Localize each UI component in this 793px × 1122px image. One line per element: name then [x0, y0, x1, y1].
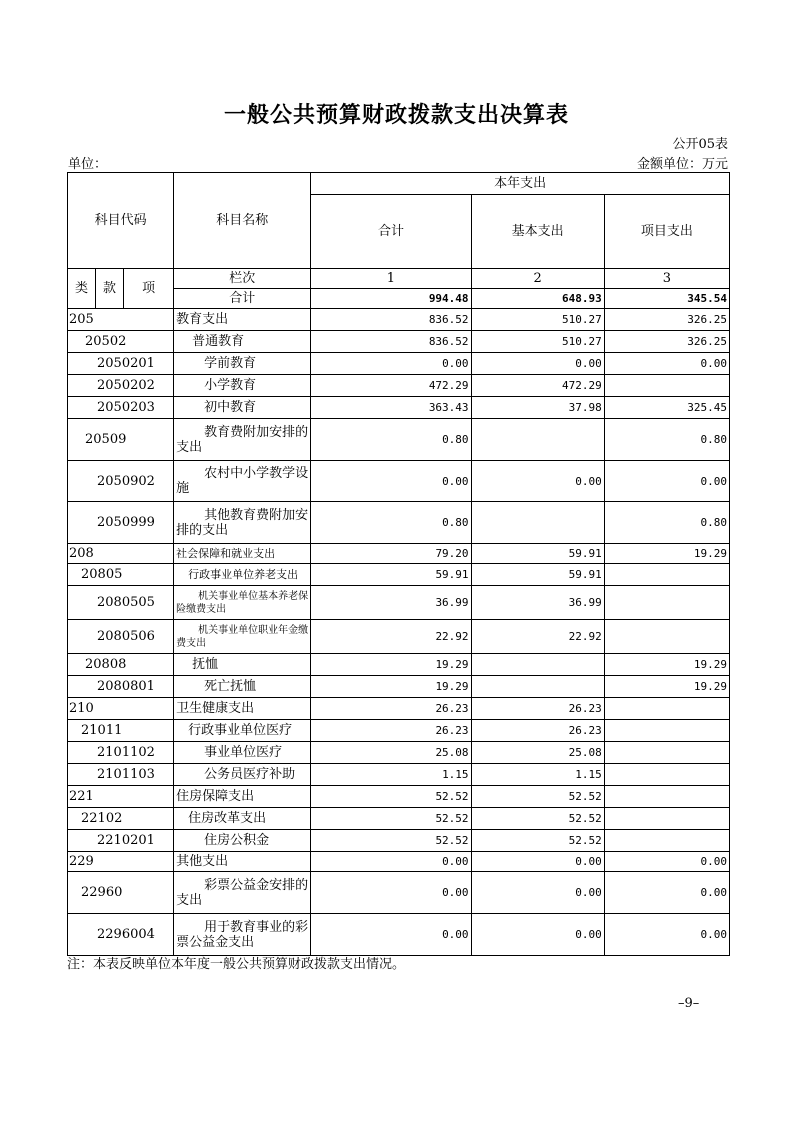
table-row — [68, 353, 730, 375]
amount-project — [604, 720, 729, 742]
amount-total: 0.00 — [311, 353, 471, 375]
amount-project: 326.25 — [604, 331, 729, 353]
amount-basic: 0.00 — [471, 461, 604, 502]
header-current-year: 本年支出 — [311, 173, 730, 195]
amount-basic: 25.08 — [471, 742, 604, 764]
amount-project: 0.00 — [604, 852, 729, 872]
header-code: 科目代码 — [68, 173, 174, 269]
table-row — [68, 830, 730, 852]
amount-total: 19.29 — [311, 676, 471, 698]
amount-basic: 510.27 — [471, 309, 604, 331]
table-row — [68, 309, 730, 331]
table-row — [68, 331, 730, 353]
amount-total: 0.00 — [311, 872, 471, 914]
subject-code: 2050201 — [68, 353, 174, 375]
amount-total: 22.92 — [311, 620, 471, 654]
table-row — [68, 676, 730, 698]
table-row — [68, 544, 730, 564]
table-row — [68, 461, 730, 502]
amount-basic — [471, 419, 604, 461]
amount-total: 19.29 — [311, 654, 471, 676]
header-basic: 基本支出 — [471, 195, 604, 269]
table-row — [68, 808, 730, 830]
amount-basic: 22.92 — [471, 620, 604, 654]
subject-name: 用于教育事业的彩票公益金支出 — [174, 914, 311, 956]
amount-project: 0.80 — [604, 419, 729, 461]
amount-total: 52.52 — [311, 808, 471, 830]
table-row — [68, 872, 730, 914]
subject-code: 2050999 — [68, 502, 174, 544]
amount-project — [604, 742, 729, 764]
amount-total: 1.15 — [311, 764, 471, 786]
amount-basic: 36.99 — [471, 586, 604, 620]
amount-total: 0.00 — [311, 461, 471, 502]
amount-basic: 59.91 — [471, 544, 604, 564]
subject-name: 普通教育 — [174, 331, 311, 353]
amount-basic — [471, 654, 604, 676]
subject-code: 2101102 — [68, 742, 174, 764]
amount-total: 36.99 — [311, 586, 471, 620]
amount-basic: 0.00 — [471, 872, 604, 914]
header-kuan: 款 — [96, 269, 124, 309]
table-row — [68, 914, 730, 956]
amount-project: 326.25 — [604, 309, 729, 331]
col-number-3: 3 — [604, 269, 729, 289]
amount-project: 0.00 — [604, 461, 729, 502]
amount-project: 0.80 — [604, 502, 729, 544]
amount-total: 0.00 — [311, 852, 471, 872]
header-xiang: 项 — [124, 269, 174, 309]
subject-code: 22102 — [68, 808, 174, 830]
subject-code: 208 — [68, 544, 174, 564]
sum-total: 994.48 — [311, 289, 471, 309]
table-row — [68, 502, 730, 544]
amount-basic: 0.00 — [471, 914, 604, 956]
amount-total: 0.80 — [311, 502, 471, 544]
amount-project: 19.29 — [604, 544, 729, 564]
amount-project — [604, 830, 729, 852]
subject-name: 社会保障和就业支出 — [174, 544, 311, 564]
amount-basic: 37.98 — [471, 397, 604, 419]
amount-total: 52.52 — [311, 786, 471, 808]
amount-project: 325.45 — [604, 397, 729, 419]
subject-name: 死亡抚恤 — [174, 676, 311, 698]
subject-name: 其他支出 — [174, 852, 311, 872]
table-row — [68, 786, 730, 808]
subject-name: 机关事业单位职业年金缴费支出 — [174, 620, 311, 654]
subject-name: 公务员医疗补助 — [174, 764, 311, 786]
subject-code: 2080801 — [68, 676, 174, 698]
subject-code: 22960 — [68, 872, 174, 914]
table-row — [68, 564, 730, 586]
header-lanci: 栏次 — [174, 269, 311, 289]
amount-total: 25.08 — [311, 742, 471, 764]
table-row — [68, 852, 730, 872]
amount-total: 836.52 — [311, 331, 471, 353]
amount-project — [604, 564, 729, 586]
subject-code: 221 — [68, 786, 174, 808]
subject-name: 小学教育 — [174, 375, 311, 397]
expenditure-table — [67, 172, 730, 956]
amount-project — [604, 764, 729, 786]
subject-code: 229 — [68, 852, 174, 872]
amount-basic: 472.29 — [471, 375, 604, 397]
table-row — [68, 698, 730, 720]
subject-code: 210 — [68, 698, 174, 720]
amount-basic: 0.00 — [471, 852, 604, 872]
header-total: 合计 — [311, 195, 471, 269]
header-lei: 类 — [68, 269, 96, 309]
subject-name: 事业单位医疗 — [174, 742, 311, 764]
table-row — [68, 419, 730, 461]
amount-unit: 金额单位：万元 — [636, 157, 728, 172]
subject-name: 教育支出 — [174, 309, 311, 331]
amount-basic: 0.00 — [471, 353, 604, 375]
amount-total: 0.00 — [311, 914, 471, 956]
page-number: –9– — [678, 996, 700, 1011]
subject-name: 卫生健康支出 — [174, 698, 311, 720]
table-row — [68, 375, 730, 397]
subject-name: 彩票公益金安排的支出 — [174, 872, 311, 914]
amount-total: 0.80 — [311, 419, 471, 461]
subject-code: 2210201 — [68, 830, 174, 852]
table-row — [68, 764, 730, 786]
subject-name: 行政事业单位养老支出 — [174, 564, 311, 586]
amount-total: 26.23 — [311, 720, 471, 742]
table-row — [68, 742, 730, 764]
col-number-1: 1 — [311, 269, 471, 289]
subject-name: 住房公积金 — [174, 830, 311, 852]
table-row — [68, 397, 730, 419]
table-row — [68, 720, 730, 742]
sum-project: 345.54 — [604, 289, 729, 309]
subject-name: 抚恤 — [174, 654, 311, 676]
subject-code: 205 — [68, 309, 174, 331]
amount-total: 79.20 — [311, 544, 471, 564]
subject-name: 住房改革支出 — [174, 808, 311, 830]
amount-basic: 26.23 — [471, 698, 604, 720]
subject-code: 2080505 — [68, 586, 174, 620]
subject-code: 2080506 — [68, 620, 174, 654]
amount-total: 472.29 — [311, 375, 471, 397]
table-row — [68, 654, 730, 676]
amount-basic: 1.15 — [471, 764, 604, 786]
amount-basic — [471, 502, 604, 544]
subject-name: 机关事业单位基本养老保险缴费支出 — [174, 586, 311, 620]
subject-name: 行政事业单位医疗 — [174, 720, 311, 742]
sum-basic: 648.93 — [471, 289, 604, 309]
subject-name: 住房保障支出 — [174, 786, 311, 808]
amount-project: 19.29 — [604, 654, 729, 676]
subject-code: 20805 — [68, 564, 174, 586]
amount-total: 836.52 — [311, 309, 471, 331]
subject-code: 2050202 — [68, 375, 174, 397]
subject-code: 20808 — [68, 654, 174, 676]
table-row — [68, 586, 730, 620]
subject-code: 20509 — [68, 419, 174, 461]
subject-name: 其他教育费附加安排的支出 — [174, 502, 311, 544]
amount-total: 52.52 — [311, 830, 471, 852]
amount-basic: 52.52 — [471, 808, 604, 830]
amount-project: 0.00 — [604, 872, 729, 914]
subject-code: 2050902 — [68, 461, 174, 502]
amount-project — [604, 808, 729, 830]
unit-label: 单位： — [68, 157, 108, 172]
amount-total: 26.23 — [311, 698, 471, 720]
table-note: 注：本表反映单位本年度一般公共预算财政拨款支出情况。 — [67, 957, 406, 972]
sum-label: 合计 — [174, 289, 311, 309]
table-row — [68, 620, 730, 654]
amount-basic: 52.52 — [471, 786, 604, 808]
amount-total: 59.91 — [311, 564, 471, 586]
amount-project — [604, 375, 729, 397]
amount-project: 0.00 — [604, 353, 729, 375]
amount-basic: 59.91 — [471, 564, 604, 586]
subject-name: 初中教育 — [174, 397, 311, 419]
subject-name: 教育费附加安排的支出 — [174, 419, 311, 461]
subject-name: 学前教育 — [174, 353, 311, 375]
amount-project — [604, 586, 729, 620]
subject-code: 2101103 — [68, 764, 174, 786]
amount-basic: 52.52 — [471, 830, 604, 852]
amount-basic: 510.27 — [471, 331, 604, 353]
amount-project — [604, 786, 729, 808]
amount-basic: 26.23 — [471, 720, 604, 742]
amount-project — [604, 620, 729, 654]
subject-code: 2050203 — [68, 397, 174, 419]
amount-project: 19.29 — [604, 676, 729, 698]
subject-name: 农村中小学教学设施 — [174, 461, 311, 502]
subject-code: 21011 — [68, 720, 174, 742]
amount-basic — [471, 676, 604, 698]
page-title: 一般公共预算财政拨款支出决算表 — [223, 102, 569, 128]
amount-project: 0.00 — [604, 914, 729, 956]
header-name: 科目名称 — [174, 173, 311, 269]
col-number-2: 2 — [471, 269, 604, 289]
form-number: 公开05表 — [672, 137, 728, 152]
amount-total: 363.43 — [311, 397, 471, 419]
amount-project — [604, 698, 729, 720]
header-project: 项目支出 — [604, 195, 729, 269]
subject-code: 20502 — [68, 331, 174, 353]
subject-code: 2296004 — [68, 914, 174, 956]
